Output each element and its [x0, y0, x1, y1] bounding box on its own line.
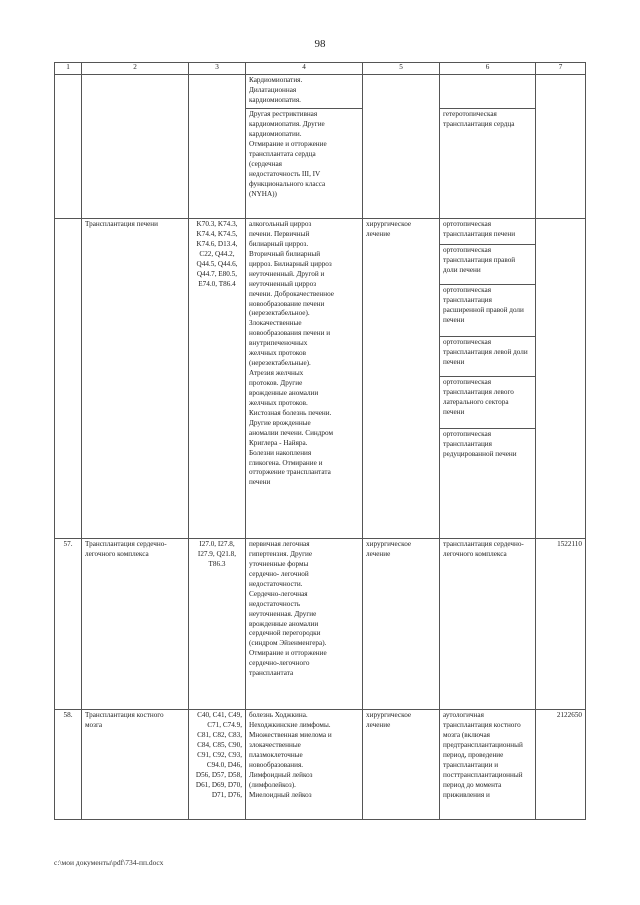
text-line: трансплантации и [443, 760, 499, 769]
text-line: желчных протоков. [249, 398, 308, 407]
text-line: K74.4, K74.5, [196, 229, 238, 238]
text-line: уточненные формы [249, 559, 309, 568]
diagnosis-cell [246, 109, 363, 219]
text-line: печени. Первичный [249, 229, 310, 238]
text-line: сердечно- легочной [249, 569, 309, 578]
cost-cell: 1522110 [536, 539, 586, 710]
codes-cell [189, 75, 246, 219]
text-line: злокачественные [249, 740, 301, 749]
text-line: Отмирание и отторжение [249, 139, 327, 148]
text-line: ортотопическая [443, 338, 492, 346]
text-line: лечение [366, 549, 391, 558]
text-line: ортотопическая [443, 378, 492, 386]
text-line: D56, D57, D58, [195, 770, 242, 779]
text-line: трансплантата сердца [249, 149, 316, 158]
name-cell [82, 710, 189, 820]
cost-cell [536, 219, 586, 539]
text-line: K74.6, D13.4, [196, 239, 238, 248]
text-line: трансплантация правой [443, 255, 516, 264]
text-line: (синдром Эйзенменгера). [249, 639, 327, 648]
text-line: мозга (включая [443, 730, 490, 739]
text-line: D71, D76, [211, 790, 242, 799]
text-line: хирургическое [366, 711, 412, 719]
cost-cell: 2122650 [536, 710, 586, 820]
text-line: желчных протоков [249, 349, 307, 358]
text-line: недостаточность III, IV [249, 169, 321, 178]
text-line: аутологичная [443, 711, 484, 719]
text-line: врожденные аномалии [249, 619, 319, 628]
text-line: кардиомиопатии. [249, 129, 302, 138]
method-cell [440, 377, 536, 429]
text-line: трансплантация левого [443, 387, 514, 396]
text-line: трансплантация левой доли [443, 347, 528, 356]
table-row [55, 75, 586, 109]
diagnosis-cell [246, 539, 363, 710]
codes-cell [189, 710, 246, 820]
text-line: недостаточности. [249, 579, 303, 588]
page-number: 98 [314, 38, 326, 50]
text-line: Q44.5, Q44.6, [196, 259, 238, 268]
method-cell [440, 285, 536, 337]
text-line: латерального сектора [443, 397, 509, 406]
text-line: трансплантация сердечно- [443, 540, 524, 548]
text-line: расширенной правой доли [443, 305, 524, 314]
text-line: Сердечно-легочная [249, 589, 308, 598]
header-cell: 7 [536, 63, 586, 75]
text-line: новообразование печени [249, 299, 325, 308]
name-cell [82, 539, 189, 710]
text-line: новообразования. [249, 760, 304, 769]
text-line: посттрансплантационный [443, 770, 523, 779]
table-row [55, 219, 586, 245]
text-line: трансплантата [249, 669, 294, 678]
treatment-cell [363, 539, 440, 710]
text-line: трансплантация [443, 439, 492, 448]
header-cell: 1 [55, 63, 82, 75]
text-line: (лимфолейкоз). [249, 780, 296, 789]
text-line: C91, C92, C93, [197, 750, 242, 759]
text-line: Неходжкинские лимфомы. [249, 720, 331, 729]
text-line: врожденные аномалии [249, 388, 319, 397]
text-line: C81, C82, C83, [197, 730, 242, 739]
header-cell: 4 [246, 63, 363, 75]
text-line: печени [443, 357, 465, 366]
text-line: Злокачественные [249, 319, 302, 328]
text-line: новообразования печени и [249, 329, 331, 338]
text-line: C40, C41, C49, [197, 711, 242, 719]
text-line: доли печени [443, 265, 481, 274]
text-line: печени [443, 315, 465, 324]
text-line: трансплантация печени [443, 229, 516, 238]
text-line: цирроз. Билиарный цирроз [249, 259, 332, 268]
number-cell: 57. [55, 539, 82, 710]
method-cell [440, 219, 536, 245]
text-line: приживления и [443, 790, 490, 799]
text-line: D61, D69, D70, [195, 780, 242, 789]
text-line: гликогена. Отмирание и [249, 458, 323, 467]
number-cell [55, 75, 82, 219]
text-line: E74.0, T86.4 [198, 279, 236, 288]
text-line: первичная легочная [249, 540, 310, 548]
text-line: кардиомиопатия. [249, 95, 301, 104]
text-line: лечение [366, 229, 391, 238]
text-line: T86.3 [208, 559, 226, 568]
header-row [55, 63, 586, 75]
method-cell [440, 429, 536, 539]
text-line: легочного комплекса [85, 549, 149, 558]
codes-cell [189, 539, 246, 710]
text-line: трансплантация [443, 295, 492, 304]
text-line: неуточненный цирроз [249, 279, 317, 288]
text-line: неуточненная. Другие [249, 609, 317, 618]
text-line: (сердечная [249, 159, 282, 168]
text-line: C84, C85, C90, [197, 740, 242, 749]
diagnosis-cell [246, 75, 363, 109]
number-cell: 58. [55, 710, 82, 820]
text-line: C71, C74.9, [207, 720, 242, 729]
text-line: Болезни накопления [249, 448, 312, 457]
header-cell: 6 [440, 63, 536, 75]
text-line: внутрипеченочных [249, 339, 308, 348]
text-line: билиарный цирроз. [249, 239, 309, 248]
text-line: Другая рестриктивная [249, 110, 318, 118]
medical-care-table [54, 62, 586, 820]
text-line: Лимфоидный лейкоз [249, 770, 313, 779]
text-line: предтрансплантационный [443, 740, 523, 749]
method-cell [440, 710, 536, 820]
text-line: (NYHA)) [249, 189, 277, 198]
text-line: болезнь Ходжкина. [249, 711, 308, 719]
text-line: ортотопическая [443, 220, 492, 228]
text-line: Атрезия желчных [249, 369, 304, 378]
text-line: отторжение трансплантата [249, 468, 331, 477]
header-cell: 2 [82, 63, 189, 75]
text-line: хирургическое [366, 540, 412, 548]
method-cell [440, 337, 536, 377]
text-line: период, проведение [443, 750, 504, 759]
text-line: Миелоидный лейкоз [249, 790, 312, 799]
text-line: алкогольный цирроз [249, 220, 312, 228]
text-line: Q44.7, E80.5, [196, 269, 238, 278]
text-line: I27.9, Q21.8, [197, 549, 237, 558]
text-line: Множественная миелома и [249, 730, 332, 739]
text-line: легочного комплекса [443, 549, 507, 558]
text-line: печени [249, 478, 271, 487]
text-line: хирургическое [366, 220, 412, 228]
text-line: трансплантация сердца [443, 119, 515, 128]
text-line: трансплантация костного [443, 720, 521, 729]
text-line: печени. Доброкачественное [249, 289, 334, 298]
text-line: гетеротопическая [443, 110, 497, 118]
text-line: ортотопическая [443, 246, 492, 254]
number-cell [55, 219, 82, 539]
text-line: Кардиомиопатия. [249, 76, 303, 84]
text-line: плазмоклеточные [249, 750, 303, 759]
text-line: C94.0, D46, [206, 760, 242, 769]
text-line: I27.0, I27.8, [199, 540, 235, 548]
text-line: ортотопическая [443, 430, 492, 438]
text-line: Отмирание и отторжение [249, 649, 327, 658]
text-line: Дилатационная [249, 85, 297, 94]
text-line: (нерезектабельные). [249, 359, 311, 368]
text-line: Кистозная болезнь печени. [249, 408, 332, 417]
cost-cell [536, 75, 586, 219]
method-cell [440, 109, 536, 219]
text-line: Другие врожденные [249, 418, 311, 427]
text-line: период до момента [443, 780, 502, 789]
file-path-footer: c:\мои документы\pdf\734-пп.docx [54, 858, 164, 867]
text-line: протоков. Другие [249, 379, 303, 387]
text-line: гипертензия. Другие [249, 549, 313, 558]
text-line: аномалии печени. Синдром [249, 428, 334, 437]
text-line: (нерезектабельное). [249, 309, 310, 318]
codes-cell [189, 219, 246, 539]
header-cell: 3 [189, 63, 246, 75]
method-cell [440, 539, 536, 710]
text-line: функционального класса [249, 179, 326, 188]
text-line: редуцированной печени [443, 449, 517, 458]
text-line: Криглера - Найяра. [249, 438, 308, 447]
name-cell: Трансплантация печени [82, 219, 189, 539]
text-line: ортотопическая [443, 286, 492, 294]
table-row [55, 539, 586, 710]
text-line: Трансплантация костного [85, 711, 164, 719]
text-line: C22, Q44.2, [199, 249, 235, 258]
treatment-cell [363, 710, 440, 820]
method-cell [440, 75, 536, 109]
text-line: кардиомиопатия. Другие [249, 119, 325, 128]
table-row [55, 710, 586, 820]
text-line: Трансплантация сердечно- [85, 540, 167, 548]
text-line: мозга [85, 720, 103, 729]
text-line: недостаточность [249, 599, 301, 608]
text-line: K70.3, K74.3, [196, 220, 238, 228]
text-line: сердечной перегородки [249, 629, 321, 638]
text-line: сердечно-легочного [249, 659, 310, 668]
method-cell [440, 245, 536, 285]
treatment-cell [363, 75, 440, 219]
text-line: Вторичный билиарный [249, 249, 321, 258]
text-line: печени [443, 407, 465, 416]
diagnosis-cell [246, 219, 363, 539]
header-cell: 5 [363, 63, 440, 75]
name-cell [82, 75, 189, 219]
diagnosis-cell [246, 710, 363, 820]
text-line: лечение [366, 720, 391, 729]
text-line: неуточненный. Другой и [249, 269, 325, 278]
treatment-cell [363, 219, 440, 539]
